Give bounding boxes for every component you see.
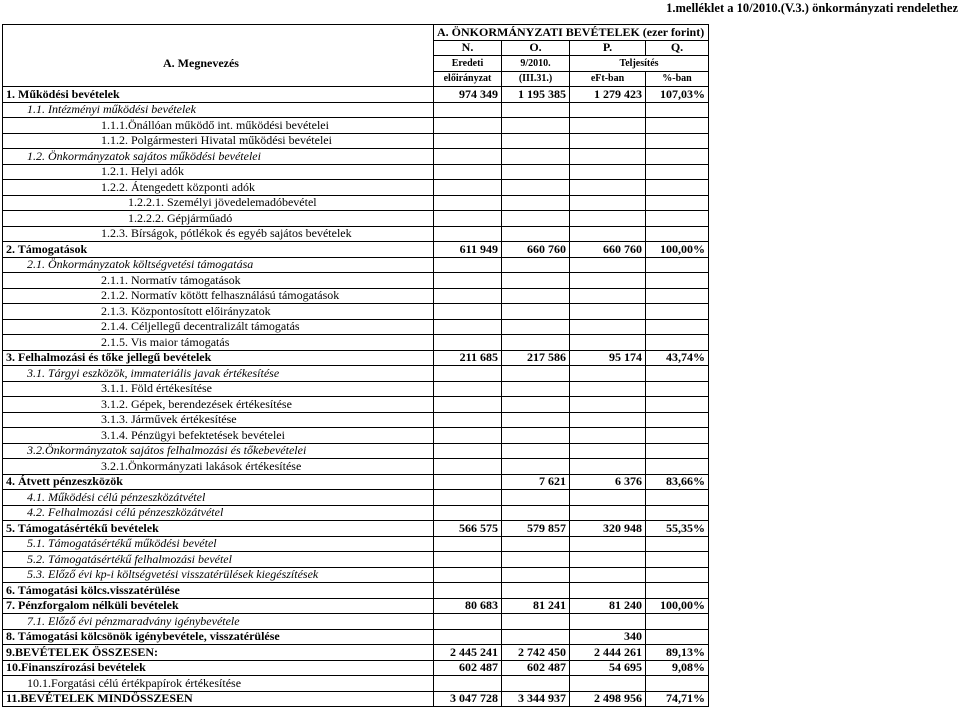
table-title: A. ÖNKORMÁNYZATI BEVÉTELEK (ezer forint) [434, 25, 709, 41]
value-percent [646, 319, 709, 335]
value-modositott [502, 397, 570, 413]
table-row [3, 242, 709, 258]
value-teljesites [570, 536, 646, 552]
value-eredeti [434, 552, 502, 568]
value-teljesites: 340 [570, 629, 646, 645]
row-label: 1.2.2.2. Gépjárműadó [3, 211, 434, 227]
table-row [3, 505, 709, 521]
row-label: 10.1.Forgatási célú értékpapírok értékesítése [3, 676, 434, 692]
row-label: 7.1. Előző évi pénzmaradvány igénybevétele [3, 614, 434, 630]
value-percent [646, 428, 709, 444]
row-label: 4.1. Működési célú pénzeszközátvétel [3, 490, 434, 506]
row-label: 1.2.2. Átengedett központi adók [3, 180, 434, 196]
value-modositott: 7 621 [502, 474, 570, 490]
value-percent [646, 443, 709, 459]
header-row-sub1 [3, 56, 709, 72]
value-teljesites [570, 552, 646, 568]
value-modositott [502, 335, 570, 351]
value-teljesites [570, 195, 646, 211]
value-teljesites [570, 428, 646, 444]
value-teljesites [570, 614, 646, 630]
value-eredeti [434, 397, 502, 413]
value-modositott [502, 118, 570, 134]
value-eredeti [434, 474, 502, 490]
row-label: 1. Működési bevételek [3, 87, 434, 103]
value-eredeti [434, 583, 502, 599]
value-modositott [502, 490, 570, 506]
value-percent [646, 133, 709, 149]
value-eredeti [434, 567, 502, 583]
header-row-sub2 [3, 71, 709, 87]
value-teljesites [570, 304, 646, 320]
value-percent [646, 366, 709, 382]
value-modositott: 1 195 385 [502, 87, 570, 103]
row-label: 1.1.1.Önállóan működő int. működési bevételei [3, 118, 434, 134]
row-label: 1.1. Intézményi működési bevételek [3, 102, 434, 118]
value-teljesites [570, 567, 646, 583]
value-percent [646, 164, 709, 180]
value-teljesites [570, 273, 646, 289]
table-row [3, 133, 709, 149]
value-percent [646, 102, 709, 118]
value-percent [646, 180, 709, 196]
col-letter-n: N. [434, 40, 502, 56]
value-eredeti [434, 366, 502, 382]
value-modositott [502, 304, 570, 320]
value-eredeti [434, 288, 502, 304]
value-percent [646, 273, 709, 289]
annex-note: 1.melléklet a 10/2010.(V.3.) önkormányzati rendelethez [666, 1, 958, 15]
row-label: 5.1. Támogatásértékű működési bevétel [3, 536, 434, 552]
row-label: 4.2. Felhalmozási célú pénzeszközátvétel [3, 505, 434, 521]
row-label: 8. Támogatási kölcsönök igénybevétele, visszatérülése [3, 629, 434, 645]
col-eredeti: Eredeti [434, 56, 502, 72]
value-percent [646, 226, 709, 242]
row-label: 3.1.2. Gépek, berendezések értékesítése [3, 397, 434, 413]
value-eredeti [434, 319, 502, 335]
value-eredeti [434, 273, 502, 289]
table-row [3, 552, 709, 568]
value-modositott [502, 133, 570, 149]
value-teljesites [570, 149, 646, 165]
value-eredeti [434, 133, 502, 149]
col-letter-p: P. [570, 40, 646, 56]
table-row [3, 691, 709, 707]
value-percent [646, 335, 709, 351]
value-teljesites [570, 412, 646, 428]
value-percent [646, 567, 709, 583]
value-modositott [502, 149, 570, 165]
value-eredeti [434, 304, 502, 320]
table-row [3, 288, 709, 304]
table-row [3, 598, 709, 614]
table-row [3, 397, 709, 413]
value-teljesites [570, 505, 646, 521]
value-eredeti: 2 445 241 [434, 645, 502, 661]
table-row [3, 428, 709, 444]
table-row [3, 319, 709, 335]
row-label: 2. Támogatások [3, 242, 434, 258]
value-teljesites [570, 288, 646, 304]
value-teljesites [570, 583, 646, 599]
value-modositott [502, 366, 570, 382]
row-label: 1.2.3. Bírságok, pótlékok és egyéb sajátos bevételek [3, 226, 434, 242]
value-teljesites [570, 335, 646, 351]
value-modositott [502, 195, 570, 211]
value-modositott: 217 586 [502, 350, 570, 366]
table-row [3, 211, 709, 227]
table-row [3, 660, 709, 676]
row-label: 3.1. Tárgyi eszközök, immateriális javak értékesítése [3, 366, 434, 382]
row-label: 2.1. Önkormányzatok költségvetési támogatása [3, 257, 434, 273]
value-eredeti: 974 349 [434, 87, 502, 103]
value-eredeti [434, 211, 502, 227]
value-modositott: 2 742 450 [502, 645, 570, 661]
value-eredeti [434, 102, 502, 118]
row-label: 10.Finanszírozási bevételek [3, 660, 434, 676]
row-label: 5. Támogatásértékű bevételek [3, 521, 434, 537]
value-percent [646, 211, 709, 227]
value-modositott [502, 319, 570, 335]
table-row [3, 164, 709, 180]
value-modositott [502, 381, 570, 397]
value-percent [646, 149, 709, 165]
value-percent: 89,13% [646, 645, 709, 661]
value-eredeti [434, 629, 502, 645]
value-eredeti [434, 180, 502, 196]
value-teljesites [570, 381, 646, 397]
value-modositott [502, 536, 570, 552]
row-label: 6. Támogatási kölcs.visszatérülése [3, 583, 434, 599]
value-percent: 100,00% [646, 242, 709, 258]
value-teljesites [570, 319, 646, 335]
row-label: 2.1.4. Céljellegű decentralizált támogatás [3, 319, 434, 335]
value-eredeti [434, 335, 502, 351]
table-row [3, 87, 709, 103]
table-row [3, 180, 709, 196]
value-modositott [502, 180, 570, 196]
value-modositott [502, 428, 570, 444]
row-label: 3.2.1.Önkormányzati lakások értékesítése [3, 459, 434, 475]
value-eredeti [434, 443, 502, 459]
table-row [3, 474, 709, 490]
value-teljesites: 54 695 [570, 660, 646, 676]
value-modositott [502, 102, 570, 118]
megnevezes-header: A. Megnevezés [3, 56, 434, 72]
value-teljesites: 2 444 261 [570, 645, 646, 661]
table-row [3, 536, 709, 552]
value-percent [646, 412, 709, 428]
value-percent [646, 536, 709, 552]
value-modositott [502, 676, 570, 692]
value-eredeti [434, 381, 502, 397]
value-teljesites: 81 240 [570, 598, 646, 614]
revenue-table [2, 24, 709, 707]
table-row [3, 381, 709, 397]
value-modositott [502, 226, 570, 242]
row-label: 1.2. Önkormányzatok sajátos működési bevételei [3, 149, 434, 165]
row-label: 2.1.2. Normatív kötött felhasználású támogatások [3, 288, 434, 304]
value-modositott [502, 552, 570, 568]
table-row [3, 583, 709, 599]
value-eredeti [434, 195, 502, 211]
value-modositott [502, 412, 570, 428]
value-percent: 107,03% [646, 87, 709, 103]
row-label: 2.1.3. Központosított előirányzatok [3, 304, 434, 320]
value-modositott [502, 629, 570, 645]
value-modositott: 81 241 [502, 598, 570, 614]
value-modositott [502, 583, 570, 599]
value-teljesites [570, 676, 646, 692]
value-percent [646, 505, 709, 521]
value-eredeti [434, 428, 502, 444]
value-eredeti [434, 490, 502, 506]
value-percent [646, 583, 709, 599]
value-eredeti [434, 459, 502, 475]
table-row [3, 412, 709, 428]
table-row [3, 490, 709, 506]
value-teljesites: 1 279 423 [570, 87, 646, 103]
col-eft: eFt-ban [570, 71, 646, 87]
value-modositott [502, 164, 570, 180]
table-row [3, 257, 709, 273]
value-eredeti: 3 047 728 [434, 691, 502, 707]
value-teljesites [570, 102, 646, 118]
row-label: 5.3. Előző évi kp-i költségvetési visszatérülések kiegészítések [3, 567, 434, 583]
value-modositott: 602 487 [502, 660, 570, 676]
row-label: 1.1.2. Polgármesteri Hivatal működési bevételei [3, 133, 434, 149]
table-row [3, 304, 709, 320]
table-row [3, 118, 709, 134]
table-row [3, 629, 709, 645]
value-eredeti: 611 949 [434, 242, 502, 258]
table-row [3, 102, 709, 118]
value-eredeti [434, 676, 502, 692]
value-percent [646, 304, 709, 320]
table-row [3, 195, 709, 211]
table-row [3, 149, 709, 165]
value-eredeti: 211 685 [434, 350, 502, 366]
value-modositott [502, 211, 570, 227]
value-percent [646, 490, 709, 506]
value-teljesites [570, 366, 646, 382]
row-label: 2.1.1. Normatív támogatások [3, 273, 434, 289]
value-percent [646, 381, 709, 397]
row-label: 9.BEVÉTELEK ÖSSZESEN: [3, 645, 434, 661]
value-percent: 74,71% [646, 691, 709, 707]
value-percent: 9,08% [646, 660, 709, 676]
value-eredeti [434, 226, 502, 242]
value-modositott [502, 505, 570, 521]
table-row [3, 226, 709, 242]
value-teljesites [570, 443, 646, 459]
value-teljesites [570, 490, 646, 506]
row-label: 1.2.2.1. Személyi jövedelemadóbevétel [3, 195, 434, 211]
table-row [3, 459, 709, 475]
value-teljesites: 95 174 [570, 350, 646, 366]
row-label: 3.2.Önkormányzatok sajátos felhalmozási és tőkebevételei [3, 443, 434, 459]
value-percent [646, 629, 709, 645]
value-percent [646, 118, 709, 134]
col-eloiranyzat: előirányzat [434, 71, 502, 87]
table-row [3, 567, 709, 583]
col-modositott: 9/2010. [502, 56, 570, 72]
value-percent [646, 552, 709, 568]
value-percent [646, 195, 709, 211]
value-modositott [502, 288, 570, 304]
value-teljesites [570, 257, 646, 273]
value-modositott [502, 614, 570, 630]
value-eredeti [434, 614, 502, 630]
value-teljesites [570, 133, 646, 149]
row-label: 3.1.4. Pénzügyi befektetések bevételei [3, 428, 434, 444]
value-teljesites: 6 376 [570, 474, 646, 490]
value-percent [646, 459, 709, 475]
value-modositott [502, 443, 570, 459]
col-letter-q: Q. [646, 40, 709, 56]
value-percent: 83,66% [646, 474, 709, 490]
value-percent: 100,00% [646, 598, 709, 614]
value-modositott: 3 344 937 [502, 691, 570, 707]
value-percent [646, 257, 709, 273]
value-eredeti [434, 257, 502, 273]
value-teljesites: 660 760 [570, 242, 646, 258]
value-modositott: 579 857 [502, 521, 570, 537]
value-teljesites: 320 948 [570, 521, 646, 537]
table-row [3, 443, 709, 459]
col-teljesites: Teljesítés [570, 56, 709, 72]
value-eredeti: 602 487 [434, 660, 502, 676]
value-percent [646, 676, 709, 692]
value-eredeti [434, 149, 502, 165]
col-percent: %-ban [646, 71, 709, 87]
value-eredeti: 80 683 [434, 598, 502, 614]
row-label: 7. Pénzforgalom nélküli bevételek [3, 598, 434, 614]
table-row [3, 335, 709, 351]
value-percent: 43,74% [646, 350, 709, 366]
row-label: 2.1.5. Vis maior támogatás [3, 335, 434, 351]
value-teljesites: 2 498 956 [570, 691, 646, 707]
value-eredeti [434, 118, 502, 134]
value-modositott: 660 760 [502, 242, 570, 258]
header-row-letters [3, 40, 709, 56]
value-eredeti [434, 164, 502, 180]
row-label: 3. Felhalmozási és tőke jellegű bevételek [3, 350, 434, 366]
row-label: 3.1.1. Föld értékesítése [3, 381, 434, 397]
header-row-title [3, 25, 709, 41]
table-row [3, 350, 709, 366]
value-eredeti [434, 412, 502, 428]
table-row [3, 614, 709, 630]
value-eredeti: 566 575 [434, 521, 502, 537]
value-modositott [502, 273, 570, 289]
table-row [3, 273, 709, 289]
value-percent [646, 397, 709, 413]
table-row [3, 645, 709, 661]
row-label: 3.1.3. Járművek értékesítése [3, 412, 434, 428]
value-modositott [502, 459, 570, 475]
row-label: 4. Átvett pénzeszközök [3, 474, 434, 490]
value-teljesites [570, 226, 646, 242]
col-date: (III.31.) [502, 71, 570, 87]
value-modositott [502, 257, 570, 273]
row-label: 1.2.1. Helyi adók [3, 164, 434, 180]
value-teljesites [570, 164, 646, 180]
table-row [3, 521, 709, 537]
value-eredeti [434, 505, 502, 521]
value-teljesites [570, 180, 646, 196]
value-teljesites [570, 118, 646, 134]
table-row [3, 676, 709, 692]
table-row [3, 366, 709, 382]
value-percent [646, 614, 709, 630]
value-modositott [502, 567, 570, 583]
value-teljesites [570, 397, 646, 413]
value-percent [646, 288, 709, 304]
value-eredeti [434, 536, 502, 552]
row-label: 11.BEVÉTELEK MINDÖSSZESEN [3, 691, 434, 707]
row-label: 5.2. Támogatásértékű felhalmozási bevétel [3, 552, 434, 568]
value-percent: 55,35% [646, 521, 709, 537]
col-letter-o: O. [502, 40, 570, 56]
value-teljesites [570, 211, 646, 227]
value-teljesites [570, 459, 646, 475]
